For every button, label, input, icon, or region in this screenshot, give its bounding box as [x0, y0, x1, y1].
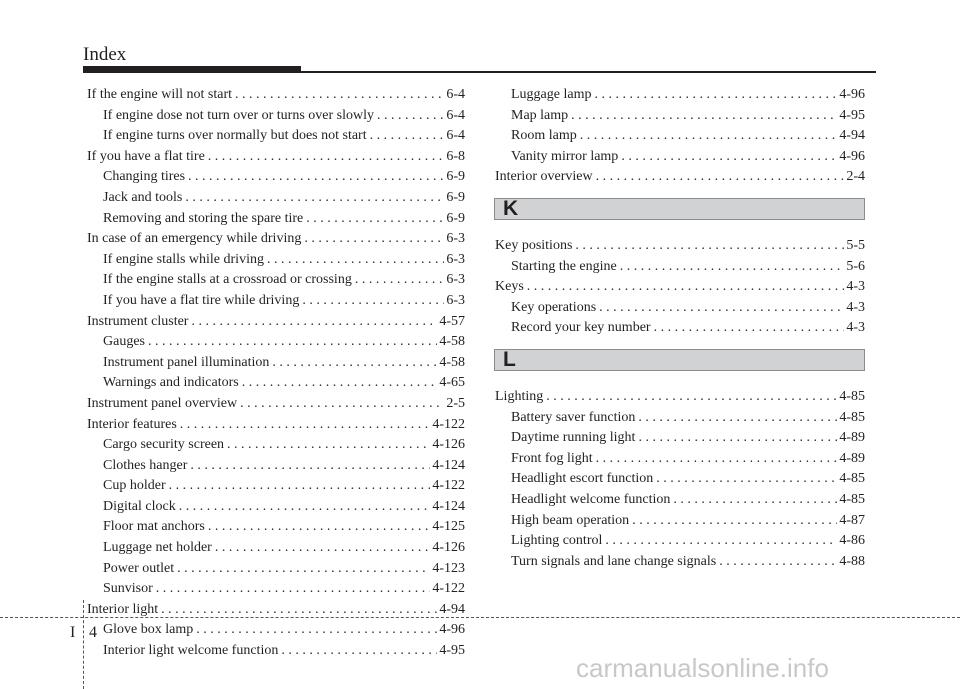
dot-leader [190, 456, 430, 477]
index-term: If engine turns over normally but does not start [103, 128, 367, 144]
index-term: Lighting control [511, 533, 603, 549]
index-term: Sunvisor [103, 581, 153, 597]
index-term: Record your key number [511, 320, 651, 336]
index-entry [87, 497, 465, 518]
index-page-ref: 4-96 [439, 622, 465, 638]
index-page-ref: 4-87 [839, 512, 865, 528]
index-term: Clothes hanger [103, 457, 188, 473]
index-term: Vanity mirror lamp [511, 148, 619, 164]
dot-leader [302, 291, 444, 312]
index-column-left [87, 85, 465, 662]
footer-rule [0, 617, 960, 618]
dot-leader [215, 538, 430, 559]
dot-leader [196, 620, 437, 641]
index-entry [495, 106, 865, 127]
index-entry [495, 408, 865, 429]
index-entry [495, 552, 865, 573]
dot-leader [169, 476, 431, 497]
index-entry [87, 167, 465, 188]
dot-leader [594, 85, 837, 106]
index-entry [87, 270, 465, 291]
footer-section: I [70, 624, 76, 641]
index-page-ref: 4-89 [839, 430, 865, 446]
index-entry [495, 449, 865, 470]
header-rule [83, 71, 876, 73]
index-page-ref: 6-4 [446, 107, 465, 123]
index-entry [87, 435, 465, 456]
dot-leader [620, 257, 845, 278]
index-term: Room lamp [511, 128, 577, 144]
index-page-ref: 4-95 [839, 107, 865, 123]
index-term: Key operations [511, 299, 597, 315]
dot-leader [355, 270, 445, 291]
dot-leader [632, 511, 837, 532]
index-page-ref: 4-124 [432, 498, 465, 514]
dot-leader [654, 318, 845, 339]
index-page-ref: 6-9 [446, 210, 465, 226]
index-term: In case of an emergency while driving [87, 231, 302, 247]
index-page-ref: 4-122 [432, 478, 465, 494]
index-entry [495, 126, 865, 147]
index-entry [495, 257, 865, 278]
index-entry [495, 531, 865, 552]
index-page-ref: 6-8 [446, 148, 465, 164]
index-page-ref: 2-5 [446, 395, 465, 411]
dot-leader [235, 85, 444, 106]
index-page-ref: 4-85 [839, 409, 865, 425]
dot-leader [180, 415, 431, 436]
index-entry [87, 394, 465, 415]
index-page-ref: 4-85 [839, 388, 865, 404]
index-term: Digital clock [103, 498, 176, 514]
section-header-k [494, 198, 865, 220]
section-letter-k: K [503, 196, 519, 220]
index-term: Instrument cluster [87, 313, 189, 329]
dot-leader [377, 106, 444, 127]
index-page-ref: 6-3 [446, 231, 465, 247]
index-page-ref: 4-124 [432, 457, 465, 473]
dot-leader [281, 641, 437, 662]
index-page-ref: 5-6 [846, 258, 865, 274]
index-term: Interior overview [495, 169, 593, 185]
index-entry [495, 277, 865, 298]
index-page-ref: 5-5 [846, 237, 865, 253]
index-term: Starting the engine [511, 258, 617, 274]
index-entry [87, 209, 465, 230]
index-term: Cargo security screen [103, 437, 225, 453]
index-term: If you have a flat tire [87, 148, 205, 164]
index-entry [87, 147, 465, 168]
index-page-ref: 2-4 [846, 169, 865, 185]
index-page-ref: 4-58 [439, 354, 465, 370]
index-entry [495, 511, 865, 532]
index-page-ref: 4-88 [839, 553, 865, 569]
index-group-k [495, 236, 865, 339]
dot-leader [208, 147, 445, 168]
index-group-top [495, 85, 865, 188]
index-page-ref: 4-123 [432, 560, 465, 576]
index-page-ref: 4-3 [846, 299, 865, 315]
index-term: Power outlet [103, 560, 175, 576]
index-term: Battery saver function [511, 409, 636, 425]
index-term: Lighting [495, 388, 544, 404]
index-entry [87, 85, 465, 106]
index-page-ref: 4-85 [839, 471, 865, 487]
dot-leader [188, 167, 444, 188]
index-group-l [495, 387, 865, 572]
dot-leader [621, 147, 837, 168]
index-term: Key positions [495, 237, 573, 253]
dot-leader [242, 373, 438, 394]
index-page-ref: 6-3 [446, 251, 465, 267]
index-page-ref: 6-4 [446, 87, 465, 102]
index-term: Interior light welcome function [103, 643, 279, 659]
index-term: Gauges [103, 334, 145, 350]
index-term: Removing and storing the spare tire [103, 210, 304, 226]
dot-leader [580, 126, 838, 147]
index-entry [87, 312, 465, 333]
index-entry [87, 476, 465, 497]
index-term: Instrument panel illumination [103, 354, 270, 370]
index-entry [87, 579, 465, 600]
dot-leader [575, 236, 844, 257]
index-term: Cup holder [103, 478, 166, 494]
index-entry [87, 456, 465, 477]
index-page-ref: 4-96 [839, 87, 865, 102]
dot-leader [605, 531, 837, 552]
index-page-ref: 6-3 [446, 292, 465, 308]
index-entry [87, 229, 465, 250]
index-term: Turn signals and lane change signals [511, 553, 717, 569]
dot-leader [719, 552, 837, 573]
index-term: If the engine will not start [87, 87, 233, 102]
index-page-ref: 4-58 [439, 334, 465, 350]
index-page-ref: 4-57 [439, 313, 465, 329]
index-page-ref: 6-9 [446, 189, 465, 205]
index-term: Instrument panel overview [87, 395, 238, 411]
index-term: Jack and tools [103, 189, 183, 205]
index-page-ref: 4-94 [439, 601, 465, 617]
index-entry [87, 188, 465, 209]
index-term: If you have a flat tire while driving [103, 292, 300, 308]
index-term: Daytime running light [511, 430, 636, 446]
dot-leader [227, 435, 430, 456]
footer-divider [83, 600, 84, 689]
dot-leader [304, 229, 444, 250]
index-term: If the engine stalls at a crossroad or crossing [103, 272, 352, 288]
index-entry [87, 620, 465, 641]
index-term: Interior light [87, 601, 159, 617]
index-term: Headlight welcome function [511, 491, 671, 507]
index-entry [87, 126, 465, 147]
index-term: Warnings and indicators [103, 375, 239, 391]
index-page-ref: 4-126 [432, 437, 465, 453]
page-title: Index [83, 44, 127, 65]
watermark: carmanualsonline.info [576, 653, 829, 683]
index-term: Interior features [87, 416, 177, 432]
index-term: Keys [495, 279, 524, 295]
index-page-ref: 4-3 [846, 279, 865, 295]
index-page-ref: 4-95 [439, 643, 465, 659]
index-page-ref: 4-89 [839, 450, 865, 466]
index-term: If engine dose not turn over or turns over slowly [103, 107, 374, 123]
index-term: Front fog light [511, 450, 593, 466]
index-entry [87, 373, 465, 394]
dot-leader [208, 517, 430, 538]
index-page-ref: 6-3 [446, 272, 465, 288]
index-term: Headlight escort function [511, 471, 654, 487]
index-entry [495, 428, 865, 449]
index-entry [495, 469, 865, 490]
dot-leader [599, 298, 844, 319]
dot-leader [571, 106, 837, 127]
index-entry [495, 147, 865, 168]
dot-leader [177, 559, 430, 580]
index-term: If engine stalls while driving [103, 251, 264, 267]
dot-leader [370, 126, 445, 147]
dot-leader [191, 312, 437, 333]
index-term: Changing tires [103, 169, 186, 185]
dot-leader [656, 469, 837, 490]
index-page-ref: 4-86 [839, 533, 865, 549]
index-page-ref: 4-122 [432, 416, 465, 432]
section-letter-l: L [503, 347, 516, 371]
index-entry [87, 291, 465, 312]
dot-leader [185, 188, 444, 209]
index-entry [87, 353, 465, 374]
index-entry [495, 236, 865, 257]
dot-leader [596, 449, 838, 470]
index-entry [87, 332, 465, 353]
index-entry [495, 318, 865, 339]
index-term: Floor mat anchors [103, 519, 205, 535]
index-page-ref: 4-126 [432, 540, 465, 556]
index-page-ref: 6-4 [446, 128, 465, 144]
index-page-ref: 4-3 [846, 320, 865, 336]
index-term: Map lamp [511, 107, 569, 123]
index-page-ref: 4-125 [432, 519, 465, 535]
index-page-ref: 4-65 [439, 375, 465, 391]
index-entry [495, 490, 865, 511]
dot-leader [156, 579, 431, 600]
dot-leader [638, 408, 837, 429]
dot-leader [179, 497, 431, 518]
index-page-ref: 4-122 [432, 581, 465, 597]
index-page-ref: 6-9 [446, 169, 465, 185]
dot-leader [240, 394, 444, 415]
dot-leader [638, 428, 837, 449]
index-term: High beam operation [511, 512, 630, 528]
dot-leader [148, 332, 437, 353]
dot-leader [527, 277, 845, 298]
index-entry [87, 250, 465, 271]
index-entry [87, 538, 465, 559]
index-entry [87, 415, 465, 436]
index-entry [87, 559, 465, 580]
index-page-ref: 4-96 [839, 148, 865, 164]
index-page-ref: 4-94 [839, 128, 865, 144]
index-page-ref: 4-85 [839, 491, 865, 507]
section-header-l [494, 349, 865, 371]
footer-page-number: 4 [89, 624, 97, 641]
dot-leader [272, 353, 437, 374]
dot-leader [596, 167, 845, 188]
dot-leader [267, 250, 444, 271]
index-term: Luggage lamp [511, 87, 592, 102]
index-entry [495, 85, 865, 106]
index-entry [87, 517, 465, 538]
index-term: Luggage net holder [103, 540, 212, 556]
index-entry [87, 106, 465, 127]
index-entry [87, 641, 465, 662]
index-term: Glove box lamp [103, 622, 194, 638]
dot-leader [673, 490, 837, 511]
index-entry [495, 167, 865, 188]
index-entry [495, 387, 865, 408]
index-column-right [495, 85, 865, 572]
dot-leader [546, 387, 837, 408]
dot-leader [306, 209, 444, 230]
index-entry [495, 298, 865, 319]
